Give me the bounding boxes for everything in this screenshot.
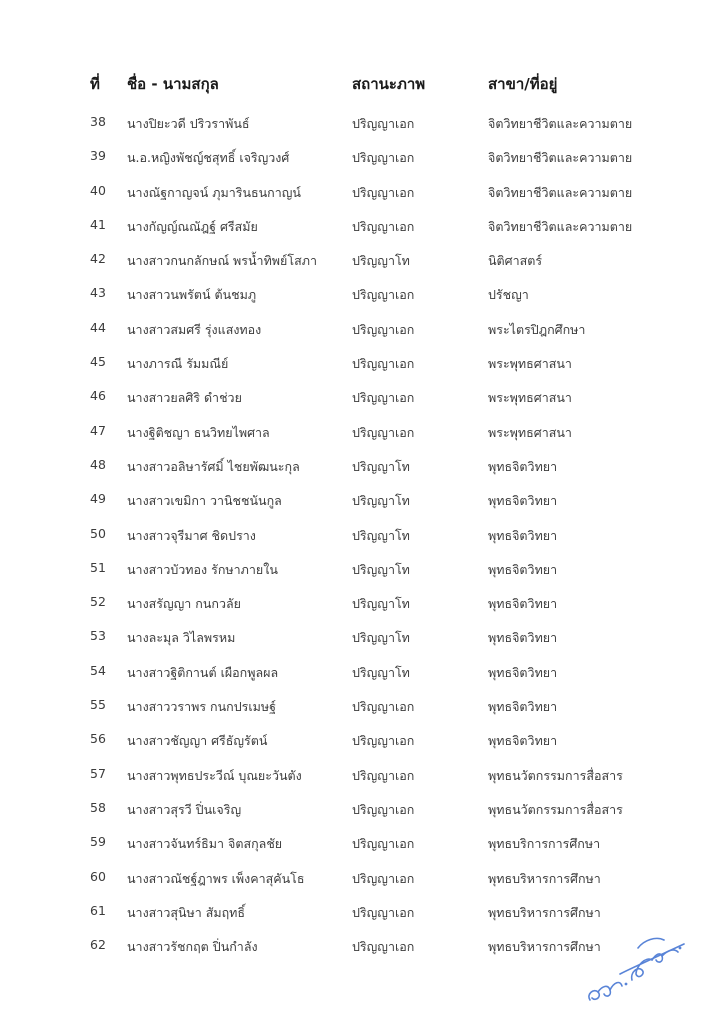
row-department: พุทธจิตวิทยา xyxy=(488,458,558,474)
row-degree: ปริญญาเอก xyxy=(352,184,415,200)
row-degree: ปริญญาเอก xyxy=(352,870,415,886)
table-row xyxy=(0,354,723,388)
row-number: 45 xyxy=(90,354,106,370)
row-number: 43 xyxy=(90,285,106,301)
row-number: 41 xyxy=(90,216,106,232)
row-department: พระพุทธศาสนา xyxy=(488,390,572,406)
row-degree: ปริญญาเอก xyxy=(352,699,415,715)
row-name: นางสรัญญา กนกวลัย xyxy=(127,596,241,612)
row-number: 62 xyxy=(90,937,106,953)
row-name: นางสาวรัชกฤต ปิ่นกำลัง xyxy=(127,939,258,955)
row-department: พุทธจิตวิทยา xyxy=(488,699,558,715)
row-degree: ปริญญาเอก xyxy=(352,321,415,337)
row-number: 61 xyxy=(90,902,106,918)
row-number: 53 xyxy=(90,628,106,644)
table-row xyxy=(0,697,723,731)
row-degree: ปริญญาโท xyxy=(352,458,410,474)
row-number: 46 xyxy=(90,388,106,404)
table-body xyxy=(0,114,723,971)
table-row xyxy=(0,320,723,354)
table-row xyxy=(0,663,723,697)
row-department: พุทธนวัตกรรมการสื่อสาร xyxy=(488,801,623,817)
row-degree: ปริญญาเอก xyxy=(352,218,415,234)
row-number: 59 xyxy=(90,834,106,850)
row-department: จิตวิทยาชีวิตและความตาย xyxy=(488,116,633,131)
row-degree: ปริญญาเอก xyxy=(352,287,415,303)
row-degree: ปริญญาเอก xyxy=(352,424,415,440)
row-number: 47 xyxy=(90,422,106,438)
row-name: นางสาวสุนิษา สัมฤทธิ์ xyxy=(127,904,246,920)
table-row xyxy=(0,628,723,662)
row-department: พระพุทธศาสนา xyxy=(488,424,572,440)
row-degree: ปริญญาเอก xyxy=(352,801,415,817)
row-department: พุทธบริหารการศึกษา xyxy=(488,904,601,920)
row-number: 58 xyxy=(90,799,106,815)
row-name: นางสาวเขมิกา วานิชชนันกูล xyxy=(127,493,282,509)
row-degree: ปริญญาโท xyxy=(352,596,410,612)
row-degree: ปริญญาโท xyxy=(352,493,410,509)
row-degree: ปริญญาเอก xyxy=(352,836,415,852)
row-name: นางสาวยลศิริ ดำช่วย xyxy=(127,390,242,406)
header-number: ที่ xyxy=(90,75,100,93)
table-row xyxy=(0,526,723,560)
row-name: นางละมุล วิไลพรหม xyxy=(127,630,236,646)
table-row xyxy=(0,834,723,868)
row-name: นางกัญญ์ณณัฎฐ์ ศรีสมัย xyxy=(127,218,258,234)
row-degree: ปริญญาโท xyxy=(352,527,410,543)
table-row xyxy=(0,183,723,217)
row-department: พระพุทธศาสนา xyxy=(488,356,572,372)
row-name: นางสาวกนกลักษณ์ พรน้ำทิพย์โสภา xyxy=(127,253,317,269)
row-name: นางสาวจุรีมาศ ชิดปราง xyxy=(127,527,256,543)
row-name: นางณัฐกาญจน์ ภุมารินธนกาญน์ xyxy=(127,184,301,200)
row-degree: ปริญญาเอก xyxy=(352,150,415,166)
table-row xyxy=(0,560,723,594)
row-name: นางปิยะวดี ปริวราพันธ์ xyxy=(127,116,250,131)
table-row xyxy=(0,594,723,628)
table-row xyxy=(0,251,723,285)
row-department: พุทธจิตวิทยา xyxy=(488,561,558,577)
row-department: พุทธบริการการศึกษา xyxy=(488,836,601,852)
row-name: นางสาวนพรัตน์ ต้นชมภู xyxy=(127,287,257,303)
row-name: นางสาวชัญญา ศรีธัญรัตน์ xyxy=(127,733,268,749)
row-degree: ปริญญาเอก xyxy=(352,390,415,406)
table-row xyxy=(0,457,723,491)
row-name: นางสาวอลิษารัศมิ์ ไชยพัฒนะกุล xyxy=(127,458,300,474)
table-row xyxy=(0,766,723,800)
row-number: 51 xyxy=(90,559,106,575)
row-department: พระไตรปิฎกศึกษา xyxy=(488,321,586,337)
header-department: สาขา/ที่อยู่ xyxy=(488,75,558,93)
row-department: จิตวิทยาชีวิตและความตาย xyxy=(488,218,633,234)
row-degree: ปริญญาเอก xyxy=(352,904,415,920)
row-degree: ปริญญาโท xyxy=(352,664,410,680)
row-department: พุทธนวัตกรรมการสื่อสาร xyxy=(488,767,623,783)
row-department: พุทธจิตวิทยา xyxy=(488,596,558,612)
row-name: นางสาวสุรวี ปิ่นเจริญ xyxy=(127,801,242,817)
row-number: 54 xyxy=(90,662,106,678)
table-row xyxy=(0,731,723,765)
row-department: พุทธจิตวิทยา xyxy=(488,527,558,543)
table-row xyxy=(0,114,723,148)
row-number: 56 xyxy=(90,731,106,747)
table-row xyxy=(0,285,723,319)
table-row xyxy=(0,869,723,903)
row-degree: ปริญญาเอก xyxy=(352,767,415,783)
table-row xyxy=(0,148,723,182)
row-department: ปรัชญา xyxy=(488,287,529,303)
row-number: 49 xyxy=(90,491,106,507)
row-number: 55 xyxy=(90,697,106,713)
row-department: จิตวิทยาชีวิตและความตาย xyxy=(488,150,633,166)
row-number: 39 xyxy=(90,148,106,164)
signature-handwriting xyxy=(580,918,690,1010)
row-name: นางสาวสมศรี รุ่งแสงทอง xyxy=(127,321,262,337)
row-name: น.อ.หญิงพัชญ์ชสุทธิ์ เจริญวงศ์ xyxy=(127,150,290,166)
row-name: นางสาวบัวทอง รักษาภายใน xyxy=(127,561,278,577)
row-number: 40 xyxy=(90,182,106,198)
row-department: นิติศาสตร์ xyxy=(488,253,543,269)
row-name: นางสาวพุทธประวีณ์ บุณยะวันตัง xyxy=(127,767,302,783)
header-degree: สถานะภาพ xyxy=(352,75,426,93)
row-name: นางสาวณัชฐ์ฎาพร เพ็งคาสุคันโธ xyxy=(127,870,305,886)
table-row xyxy=(0,800,723,834)
table-row xyxy=(0,388,723,422)
row-name: นางสาวฐิติกานต์ เผือกพูลผล xyxy=(127,664,279,680)
row-department: พุทธจิตวิทยา xyxy=(488,630,558,646)
row-degree: ปริญญาโท xyxy=(352,561,410,577)
table-row xyxy=(0,491,723,525)
row-name: นางสาวจันทร์ธิมา จิตสกุลชัย xyxy=(127,836,283,852)
row-degree: ปริญญาโท xyxy=(352,630,410,646)
row-degree: ปริญญาเอก xyxy=(352,939,415,955)
row-department: พุทธจิตวิทยา xyxy=(488,493,558,509)
row-number: 57 xyxy=(90,765,106,781)
row-name: นางฐิติชญา ธนวิทยไพศาล xyxy=(127,424,270,440)
row-degree: ปริญญาเอก xyxy=(352,356,415,372)
row-degree: ปริญญาโท xyxy=(352,253,410,269)
row-number: 60 xyxy=(90,868,106,884)
row-degree: ปริญญาเอก xyxy=(352,116,415,131)
table-row xyxy=(0,423,723,457)
table-row xyxy=(0,217,723,251)
row-name: นางสาววราพร กนกปรเมษฐ์ xyxy=(127,699,276,715)
row-department: จิตวิทยาชีวิตและความตาย xyxy=(488,184,633,200)
row-name: นางภารณี รัมมณีย์ xyxy=(127,356,229,372)
header-name: ชื่อ - นามสกุล xyxy=(127,75,219,93)
row-number: 42 xyxy=(90,251,106,267)
row-number: 48 xyxy=(90,456,106,472)
row-number: 44 xyxy=(90,319,106,335)
row-number: 38 xyxy=(90,114,106,129)
row-department: พุทธจิตวิทยา xyxy=(488,664,558,680)
row-department: พุทธบริหารการศึกษา xyxy=(488,870,601,886)
row-department: พุทธบริหารการศึกษา xyxy=(488,939,601,955)
row-number: 52 xyxy=(90,594,106,610)
table-header xyxy=(0,72,723,102)
row-number: 50 xyxy=(90,525,106,541)
row-department: พุทธจิตวิทยา xyxy=(488,733,558,749)
row-degree: ปริญญาเอก xyxy=(352,733,415,749)
